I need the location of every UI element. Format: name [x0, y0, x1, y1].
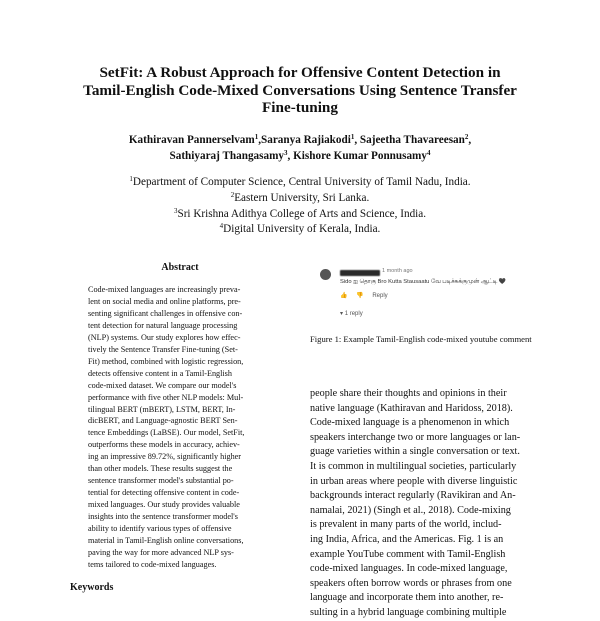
- author-name: , Sajeetha Thavareesan: [354, 134, 465, 146]
- text-line: tems tailored to code-mixed languages.: [88, 559, 217, 569]
- author-name: , Kishore Kumar Ponnusamy: [287, 149, 427, 162]
- author-line: [60, 149, 540, 165]
- text-line: outperforms these models in accuracy, achiev-: [88, 440, 240, 450]
- text-line: It is common in multilingual societies, particularly: [310, 460, 517, 472]
- text-line: people share their thoughts and opinions in their: [310, 388, 507, 399]
- text-line: speakers interchange two or more languages or lan-: [310, 431, 521, 443]
- thumbs-down-icon[interactable]: 👎: [356, 293, 364, 299]
- text-line: native language (Kathiravan and Haridoss, 2018).: [310, 402, 513, 414]
- author-list: [60, 133, 540, 164]
- paper-title: [70, 64, 530, 117]
- thumbs-up-icon[interactable]: 👍: [340, 293, 348, 299]
- author-name: ,Saranya Rajiakodi: [258, 134, 351, 146]
- affiliation: [60, 222, 540, 238]
- redacted-username: [340, 270, 380, 276]
- text-line: example YouTube comment with Tamil-English: [310, 548, 506, 560]
- text-line: dicBERT, and Language-agnostic BERT Sen-: [88, 416, 238, 426]
- text-line: tential for detecting offensive content in code-: [88, 488, 240, 498]
- body-text-right: [310, 387, 538, 621]
- text-line: speakers often borrow words or phrases from one: [310, 577, 512, 589]
- text-line: guage varieties within a single conversation or text.: [310, 446, 520, 458]
- author-name: Sathiyaraj Thangasamy: [169, 149, 285, 162]
- author-sup: 2: [464, 133, 469, 141]
- replies-label: 1 reply: [344, 311, 363, 317]
- affiliation-list: [60, 175, 540, 238]
- text-line: in urban areas where people with diverse linguistic: [310, 475, 518, 487]
- affiliation-text: Digital University of Kerala, India.: [223, 223, 381, 236]
- affiliation-text: Eastern University, Sri Lanka.: [234, 191, 370, 204]
- replies-toggle[interactable]: [340, 310, 363, 317]
- affiliation: [60, 175, 540, 191]
- text-line: (NLP) systems. Our study explores how effec-: [88, 332, 241, 342]
- comment-time: 1 month ago: [382, 268, 413, 274]
- author-line: [60, 133, 540, 149]
- text-line: tent detection for natural language processing: [88, 320, 238, 330]
- text-line: mixed languages. Our study provides valuable: [88, 500, 240, 510]
- title-line: SetFit: A Robust Approach for Offensive Content Detection in: [99, 64, 501, 81]
- text-line: detects offensive content in a Tamil-English: [88, 368, 232, 378]
- text-line: insights into the sentence transformer model's: [88, 512, 238, 522]
- text-line: Fit) method, combined with logistic regression,: [88, 356, 244, 366]
- text-line: sentence transformer model's substantial po-: [88, 476, 234, 486]
- affiliation-text: Sri Krishna Adithya College of Arts and Science, India.: [177, 207, 427, 220]
- text-line: tilingual BERT (mBERT), LSTM, BERT, In-: [88, 404, 236, 414]
- affiliation-sup: 1: [129, 175, 133, 183]
- author-separator: ,: [468, 134, 472, 146]
- author-sup: 3: [284, 148, 288, 157]
- abstract-body: [88, 284, 272, 571]
- chevron-down-icon: ▾: [340, 311, 344, 317]
- text-line: sulting in a hybrid language combining multiple: [310, 606, 507, 618]
- text-line: ability to identify various types of offensive: [88, 524, 232, 534]
- figure-caption: Figure 1: Example Tamil-English code-mixed youtube comment: [310, 334, 532, 344]
- text-line: lent on social media and online platforms, pre-: [88, 296, 241, 306]
- text-line: ing an impressive 89.72%, significantly higher: [88, 452, 242, 462]
- text-line: is prevalent in many parts of the world, includ-: [310, 519, 502, 531]
- text-line: namalai, 2021) (Singh et al., 2018). Code-mixing: [310, 504, 511, 516]
- affiliation-sup: 3: [173, 206, 178, 215]
- text-line: Code-mixed language is a phenomenon in which: [310, 417, 510, 429]
- text-line: code-mixed languages. In code-mixed language,: [310, 563, 508, 575]
- text-line: code-mixed dataset. We compare our model's: [88, 380, 237, 390]
- affiliation-text: Department of Computer Science, Central University of Tamil Nadu, India.: [132, 176, 471, 188]
- text-line: senting significant challenges in offensive con-: [88, 308, 243, 318]
- abstract-heading: Abstract: [161, 262, 199, 273]
- title-line: Fine-tuning: [262, 99, 338, 116]
- author-sup: 4: [426, 148, 431, 157]
- comment-actions: [340, 292, 395, 299]
- author-sup: 1: [350, 133, 355, 141]
- text-line: tence Embeddings (LaBSE). Our model, SetFit,: [88, 428, 245, 438]
- text-line: language and incorporate them into another, re-: [310, 592, 504, 604]
- text-line: ing India, Africa, and the Americas. Fig. 1 is an: [310, 533, 504, 545]
- keywords-heading: Keywords: [70, 582, 114, 593]
- text-line: backgrounds interact regularly (Ravikiran and An-: [310, 490, 516, 502]
- text-line: paving the way for more advanced NLP sys-: [88, 547, 234, 557]
- title-line: Tamil-English Code-Mixed Conversations Using Sentence Transfer: [83, 81, 517, 99]
- affiliation-sup: 2: [230, 190, 235, 199]
- text-line: tively the Sentence Transfer Fine-tuning (Set-: [88, 344, 238, 354]
- avatar: [320, 269, 331, 280]
- text-line: Code-mixed languages are increasingly preva-: [88, 285, 241, 294]
- text-line: than other models. These results suggest the: [88, 464, 233, 474]
- author-name: Kathiravan Pannerselvam: [128, 134, 255, 146]
- affiliation: [60, 191, 540, 207]
- text-line: performance with five other NLP models: Mul-: [88, 392, 244, 402]
- affiliation-sup: 4: [219, 222, 224, 231]
- comment-text: Sido ஐ தொகு Bro Kutta Stausaatu வே படிச்சுக்குமுன் ஆட்டி 🖤: [340, 279, 507, 285]
- text-line: material in Tamil-English online conversations,: [88, 536, 244, 546]
- reply-button[interactable]: Reply: [372, 293, 388, 299]
- youtube-comment-figure: [318, 266, 526, 322]
- author-sup: 1: [254, 133, 259, 141]
- affiliation: [60, 207, 540, 223]
